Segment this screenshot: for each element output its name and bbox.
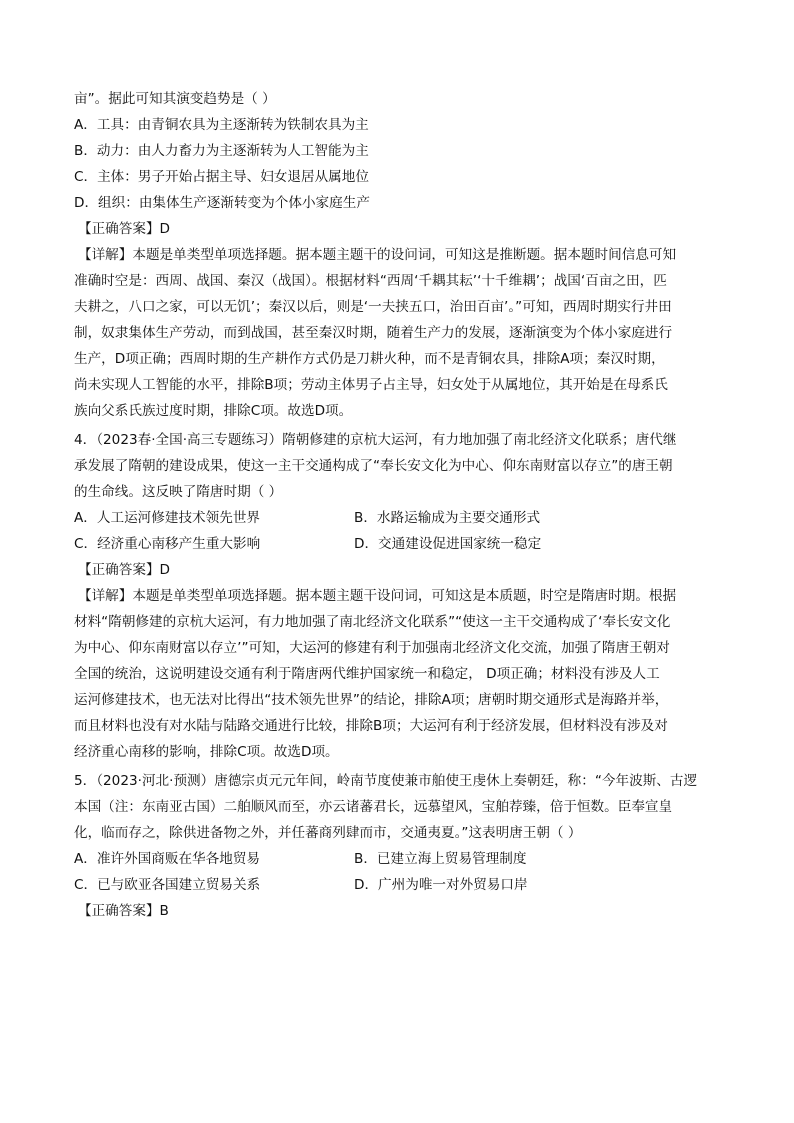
q5-stem-line: 化，临而存之，除供进备物之外，并任蕃商列肆而市，交通夷夏。”这表明唐王朝（ ）	[74, 825, 582, 841]
q4-option-b: B．水路运输成为主要交通形式	[354, 510, 541, 526]
q5-option-d: D．广州为唯一对外贸易口岸	[354, 877, 528, 893]
q5-options-row	[74, 846, 734, 872]
q5-option-b: B．已建立海上贸易管理制度	[354, 851, 527, 867]
q3-explanation-line: 尚未实现人工智能的水平，排除B项；劳动主体男子占主导，妇女处于从属地位，其开始是在母系氏	[74, 377, 668, 393]
q4-option-d: D．交通建设促进国家统一稳定	[354, 536, 542, 552]
q4-explanation-line: 全国的统治，这说明建设交通有利于隋唐两代维护国家统一和稳定， D项正确；材料没有涉及人工	[74, 666, 660, 682]
q5-stem-line: 5．（2023·河北·预测）唐德宗贞元元年间，岭南节度使兼市舶使王虔休上奏朝廷，称：“今年波斯、古逻	[74, 773, 698, 789]
q4-explanation-line: 经济重心南移的影响，排除C项。故选D项。	[74, 744, 339, 760]
q4-explanation-line: 而且材料也没有对水陆与陆路交通进行比较，排除B项；大运河有利于经济发展，但材料没有涉及对	[74, 718, 668, 734]
q3-explanation-line: 族向父系氏族过度时期，排除C项。故选D项。	[74, 403, 353, 419]
q4-option-c: C．经济重心南移产生重大影响	[74, 536, 261, 552]
q3-option-a: A．工具：由青铜农具为主逐渐转为铁制农具为主	[74, 117, 369, 133]
q5-options-row	[74, 872, 734, 898]
q4-options-row	[74, 531, 734, 557]
q4-explanation-line: 运河修建技术，也无法对比得出“技术领先世界”的结论，排除A项；唐朝时期交通形式是海路并举，	[74, 692, 669, 708]
q5-option-a: A．准许外国商贩在华各地贸易	[74, 851, 261, 867]
q3-option-c: C．主体：男子开始占据主导、妇女退居从属地位	[74, 169, 369, 185]
q4-explanation-line: 【详解】本题是单类型单项选择题。据本题主题干设问词，可知这是本质题，时空是隋唐时期。根据	[78, 588, 677, 604]
q4-answer: 【正确答案】D	[78, 562, 171, 578]
q3-explanation-line: 制，奴隶集体生产劳动，而到战国，甚至秦汉时期，随着生产力的发展，逐渐演变为个体小家庭进行	[74, 325, 673, 341]
q3-option-d: D．组织：由集体生产逐渐转变为个体小家庭生产	[74, 195, 370, 211]
q5-option-c: C．已与欧亚各国建立贸易关系	[74, 877, 261, 893]
q5-stem-line: 本国（注：东南亚古国）二舶顺风而至，亦云诸蕃君长，远慕望风，宝舶荐臻，倍于恒数。臣奉宣皇	[74, 799, 673, 815]
q5-answer: 【正确答案】B	[78, 903, 169, 919]
document-content	[74, 86, 734, 924]
q4-stem-line: 4．（2023春·全国·高三专题练习）隋朝修建的京杭大运河，有力地加强了南北经济文化联系；唐代继	[74, 432, 677, 448]
q3-option-b: B．动力：由人力畜力为主逐渐转为人工智能为主	[74, 143, 369, 159]
q3-explanation-line: 生产，D项正确；西周时期的生产耕作方式仍是刀耕火种，而不是青铜农具，排除A项；秦汉时期，	[74, 351, 665, 367]
q3-answer: 【正确答案】D	[78, 221, 171, 237]
q4-stem-line: 的生命线。这反映了隋唐时期（ ）	[74, 484, 283, 500]
q4-explanation-line: 为中心、仰东南财富以存立’”可知，大运河的修建有利于加强南北经济文化交流，加强了隋唐王朝对	[74, 640, 670, 656]
q3-explanation-line: 夫耕之，八口之家，可以无饥’；秦汉以后，则是‘一夫挟五口，治田百亩’。”可知，西周时期实行井田	[74, 299, 672, 315]
q3-explanation-line: 【详解】本题是单类型单项选择题。据本题主题干的设问词，可知这是推断题。据本题时间信息可知	[78, 247, 677, 263]
q4-explanation-line: 材料“隋朝修建的京杭大运河，有力地加强了南北经济文化联系”“使这一主干交通构成了‘奉长安文化	[74, 614, 671, 630]
q4-stem-line: 承发展了隋朝的建设成果，使这一主干交通构成了“奉长安文化为中心、仰东南财富以存立”的唐王朝	[74, 458, 673, 474]
q3-stem-tail: 亩”。据此可知其演变趋势是（ ）	[74, 91, 276, 107]
q3-explanation-line: 准确时空是：西周、战国、秦汉（战国）。根据材料“西周‘千耦其耘’‘十千维耦’；战国‘百亩之田，匹	[74, 273, 667, 289]
q4-option-a: A．人工运河修建技术领先世界	[74, 510, 261, 526]
q4-options-row	[74, 505, 734, 531]
